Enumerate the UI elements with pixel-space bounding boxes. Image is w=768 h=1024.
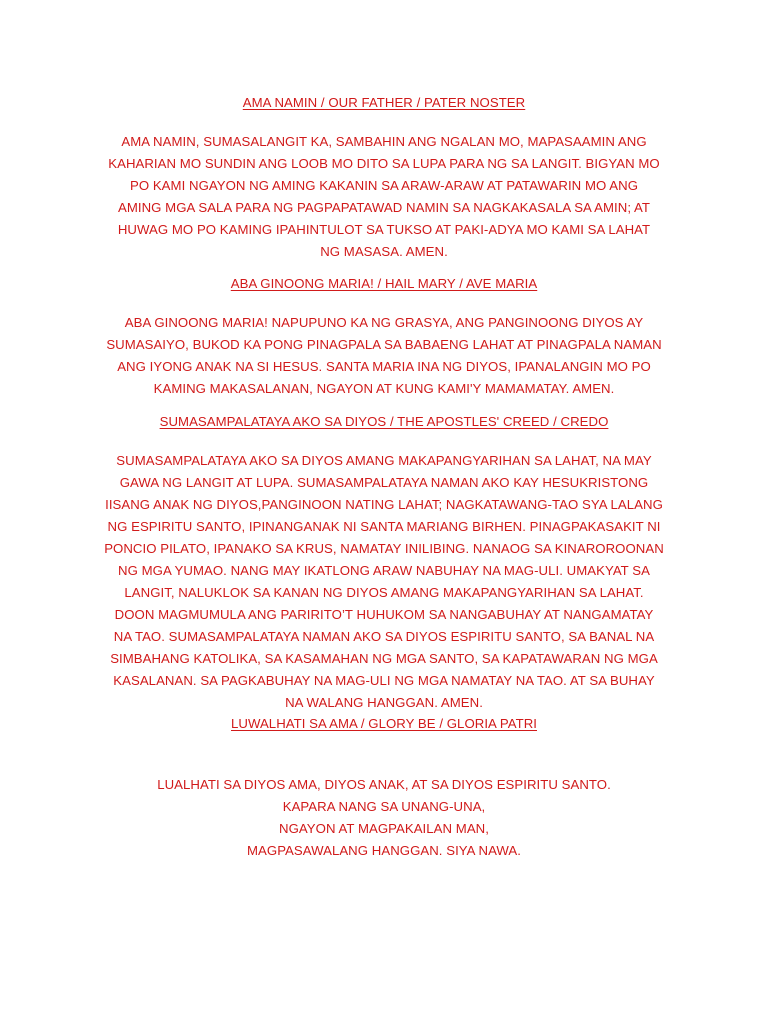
- prayer-line: PO KAMI NGAYON NG AMING KAKANIN SA ARAW-ARAW AT PATAWARIN MO ANG: [129, 178, 639, 193]
- prayer-line: MAGPASAWALANG HANGGAN. SIYA NAWA.: [247, 843, 521, 858]
- prayer-line: LUALHATI SA DIYOS AMA, DIYOS ANAK, AT SA DIYOS ESPIRITU SANTO.: [157, 777, 611, 792]
- prayer-line: AMING MGA SALA PARA NG PAGPAPATAWAD NAMIN SA NAGKAKASALA SA AMIN; AT: [117, 200, 650, 215]
- prayer-line: SIMBAHANG KATOLIKA, SA KASAMAHAN NG MGA SANTO, SA KAPATAWARAN NG MGA: [110, 651, 658, 666]
- prayer-line: NA TAO. SUMASAMPALATAYA NAMAN AKO SA DIYOS ESPIRITU SANTO, SA BANAL NA: [113, 629, 655, 644]
- section-heading-apostles-creed: SUMASAMPALATAYA AKO SA DIYOS / THE APOSTLES' CREED / CREDO: [159, 414, 609, 429]
- prayer-line: GAWA NG LANGIT AT LUPA. SUMASAMPALATAYA NAMAN AKO KAY HESUKRISTONG: [119, 475, 649, 490]
- prayer-line: NG ESPIRITU SANTO, IPINANGANAK NI SANTA MARIANG BIRHEN. PINAGPAKASAKIT NI: [107, 519, 661, 534]
- section-heading-hail-mary: ABA GINOONG MARIA! / HAIL MARY / AVE MARIA: [230, 276, 538, 291]
- prayer-line: ANG IYONG ANAK NA SI HESUS. SANTA MARIA INA NG DIYOS, IPANALANGIN MO PO: [117, 359, 651, 374]
- prayer-line: HUWAG MO PO KAMING IPAHINTULOT SA TUKSO AT PAKI-ADYA MO KAMI SA LAHAT: [117, 222, 651, 237]
- prayer-line: NA WALANG HANGGAN. AMEN.: [285, 695, 483, 710]
- prayer-line: DOON MAGMUMULA ANG PARIRITO’T HUHUKOM SA NANGABUHAY AT NANGAMATAY: [114, 607, 654, 622]
- prayer-line: NG MGA YUMAO. NANG MAY IKATLONG ARAW NABUHAY NA MAG-ULI. UMAKYAT SA: [118, 563, 650, 578]
- prayer-line: NGAYON AT MAGPAKAILAN MAN,: [279, 821, 489, 836]
- prayer-line: IISANG ANAK NG DIYOS,PANGINOON NATING LAHAT; NAGKATAWANG-TAO SYA LALANG: [105, 497, 663, 512]
- prayer-line: NG MASASA. AMEN.: [320, 244, 448, 259]
- section-heading-glory-be: LUWALHATI SA AMA / GLORY BE / GLORIA PATRI: [231, 716, 537, 731]
- prayer-line: AMA NAMIN, SUMASALANGIT KA, SAMBAHIN ANG NGALAN MO, MAPASAAMIN ANG: [121, 134, 647, 149]
- prayer-line: KAPARA NANG SA UNANG-UNA,: [282, 799, 486, 814]
- prayer-line: KAMING MAKASALANAN, NGAYON AT KUNG KAMI'Y MAMAMATAY. AMEN.: [153, 381, 615, 396]
- prayer-line: KASALANAN. SA PAGKABUHAY NA MAG-ULI NG MGA NAMATAY NA TAO. AT SA BUHAY: [113, 673, 655, 688]
- prayer-line: LANGIT, NALUKLOK SA KANAN NG DIYOS AMANG MAKAPANGYARIHAN SA LAHAT.: [124, 585, 644, 600]
- prayer-line: ABA GINOONG MARIA! NAPUPUNO KA NG GRASYA, ANG PANGINOONG DIYOS AY: [124, 315, 644, 330]
- prayer-line: KAHARIAN MO SUNDIN ANG LOOB MO DITO SA LUPA PARA NG SA LANGIT. BIGYAN MO: [108, 156, 660, 171]
- section-heading-our-father: AMA NAMIN / OUR FATHER / PATER NOSTER: [242, 95, 526, 110]
- prayer-line: PONCIO PILATO, IPANAKO SA KRUS, NAMATAY INILIBING. NANAOG SA KINAROROONAN: [104, 541, 664, 556]
- prayer-line: SUMASAIYO, BUKOD KA PONG PINAGPALA SA BABAENG LAHAT AT PINAGPALA NAMAN: [106, 337, 662, 352]
- prayer-line: SUMASAMPALATAYA AKO SA DIYOS AMANG MAKAPANGYARIHAN SA LAHAT, NA MAY: [116, 453, 652, 468]
